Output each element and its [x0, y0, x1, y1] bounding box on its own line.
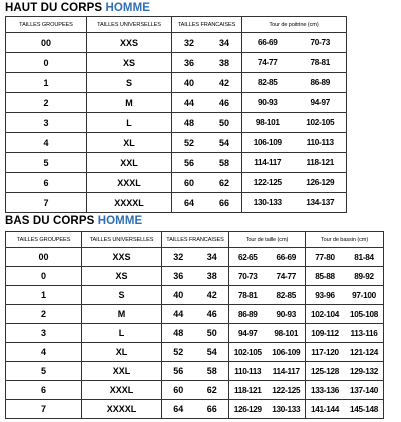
chest-cell-pair — [242, 38, 346, 47]
hip-cell-value-a: 125-128 — [311, 366, 339, 376]
table-row — [6, 400, 384, 419]
hip-cell — [306, 286, 384, 305]
french-size-cell-value-b: 34 — [218, 37, 229, 48]
universal-size-cell: XXXXL — [87, 193, 172, 213]
universal-size-cell: S — [87, 73, 172, 93]
french-size-cell-pair — [162, 366, 228, 376]
chest-cell-pair — [242, 138, 346, 147]
french-size-cell-pair — [162, 385, 228, 395]
hip-cell-value-b: 89-92 — [354, 271, 374, 281]
hip-cell-value-b: 129-132 — [350, 366, 378, 376]
hip-cell-pair — [306, 386, 383, 395]
chest-cell-pair — [242, 158, 346, 167]
chest-cell — [242, 93, 347, 113]
waist-cell-pair — [229, 348, 305, 357]
chest-cell-value-b: 126-129 — [306, 178, 335, 187]
french-size-cell — [162, 305, 229, 324]
waist-cell-value-b: 114-117 — [272, 366, 300, 376]
french-size-cell — [162, 248, 229, 267]
french-size-cell-pair — [162, 328, 228, 338]
waist-cell-value-a: 118-121 — [234, 385, 262, 395]
waist-cell — [229, 324, 306, 343]
french-size-cell-value-b: 62 — [206, 385, 217, 395]
french-size-cell-value-a: 36 — [183, 57, 194, 68]
hip-cell-value-a: 133-136 — [311, 385, 339, 395]
chest-cell — [242, 133, 347, 153]
french-size-cell-value-b: 50 — [218, 117, 229, 128]
table-row — [6, 305, 384, 324]
waist-cell-value-a: 126-129 — [233, 404, 262, 414]
group-size-cell: 3 — [6, 113, 87, 133]
hip-cell — [306, 400, 384, 419]
waist-cell-value-a: 78-81 — [238, 290, 258, 300]
french-size-cell — [162, 362, 229, 381]
french-size-cell-value-a: 56 — [183, 157, 194, 168]
waist-cell-value-a: 62-65 — [238, 252, 258, 262]
group-size-cell: 7 — [6, 400, 82, 419]
waist-cell-value-b: 74-77 — [276, 271, 296, 281]
waist-cell-pair — [229, 310, 305, 319]
table-row — [6, 267, 384, 286]
waist-cell — [229, 381, 306, 400]
header-tailles-francaises: TAILLES FRANCAISES — [162, 232, 229, 248]
french-size-cell-value-b: 58 — [218, 157, 229, 168]
table-row — [6, 362, 384, 381]
french-size-cell — [172, 93, 242, 113]
hip-cell-value-b: 137-140 — [350, 385, 378, 395]
chest-cell — [242, 33, 347, 53]
french-size-cell-pair — [172, 138, 241, 148]
chest-cell-value-b: 70-73 — [310, 38, 330, 47]
waist-cell-pair — [229, 405, 305, 414]
universal-size-cell: XL — [87, 133, 172, 153]
waist-cell-value-a: 94-97 — [238, 328, 258, 338]
universal-size-cell: XL — [82, 343, 162, 362]
chest-cell-value-a: 114-117 — [254, 158, 282, 167]
french-size-cell-pair — [162, 252, 228, 262]
french-size-cell-value-a: 44 — [173, 309, 184, 319]
french-size-cell — [162, 381, 229, 400]
table-row — [6, 248, 384, 267]
chest-cell-value-b: 102-105 — [306, 118, 335, 127]
group-size-cell: 5 — [6, 362, 82, 381]
header-tailles-groupees: TAILLES GROUPEES — [6, 232, 82, 248]
french-size-cell-value-a: 48 — [173, 328, 184, 338]
waist-cell — [229, 400, 306, 419]
chest-cell-value-a: 74-77 — [258, 58, 278, 67]
chest-cell-value-a: 82-85 — [258, 78, 278, 87]
chest-cell-value-a: 130-133 — [253, 198, 282, 207]
french-size-cell-pair — [162, 271, 228, 281]
waist-cell-pair — [229, 272, 305, 281]
header-tour-de-taille: Tour de taille (cm) — [229, 232, 306, 248]
group-size-cell: 7 — [6, 193, 87, 213]
french-size-cell-pair — [172, 38, 241, 48]
bottom-title-accent: HOMME — [97, 215, 143, 227]
hip-cell — [306, 381, 384, 400]
french-size-cell-pair — [162, 309, 228, 319]
waist-cell-value-a: 70-73 — [238, 271, 258, 281]
chest-cell-pair — [242, 98, 346, 107]
group-size-cell: 6 — [6, 381, 82, 400]
french-size-cell-pair — [162, 347, 228, 357]
chest-cell — [242, 73, 347, 93]
french-size-cell-value-b: 42 — [218, 77, 229, 88]
waist-cell-value-b: 122-125 — [272, 385, 301, 395]
table-row — [6, 286, 384, 305]
waist-cell-value-a: 110-113 — [234, 366, 262, 376]
table-row — [6, 93, 347, 113]
hip-cell — [306, 305, 384, 324]
chest-cell-pair — [242, 178, 346, 187]
top-size-table — [5, 16, 347, 213]
hip-cell-pair — [306, 367, 383, 376]
table-row — [6, 381, 384, 400]
waist-cell — [229, 248, 306, 267]
group-size-cell: 1 — [6, 73, 87, 93]
waist-cell-pair — [229, 291, 305, 300]
hip-cell-value-b: 121-124 — [350, 347, 378, 357]
french-size-cell-pair — [172, 198, 241, 208]
universal-size-cell: XXXL — [82, 381, 162, 400]
hip-cell — [306, 267, 384, 286]
top-section-title — [5, 2, 150, 14]
french-size-cell-value-b: 62 — [218, 177, 229, 188]
french-size-cell — [172, 33, 242, 53]
table-row — [6, 33, 347, 53]
french-size-cell — [172, 53, 242, 73]
french-size-cell-pair — [172, 158, 241, 168]
french-size-cell-value-a: 56 — [173, 366, 184, 376]
french-size-cell-pair — [172, 78, 241, 88]
french-size-cell-value-a: 60 — [173, 385, 184, 395]
group-size-cell: 1 — [6, 286, 82, 305]
chest-cell-value-b: 118-121 — [306, 158, 334, 167]
bottom-size-table — [5, 231, 384, 419]
table-row — [6, 193, 347, 213]
hip-cell-value-b: 97-100 — [352, 290, 376, 300]
chest-cell-value-b: 78-81 — [310, 58, 330, 67]
french-size-cell — [172, 113, 242, 133]
bottom-title-main: BAS DU CORPS — [5, 215, 95, 227]
chest-cell — [242, 153, 347, 173]
french-size-cell-pair — [172, 178, 241, 188]
chest-cell-value-a: 106-109 — [253, 138, 282, 147]
waist-cell — [229, 267, 306, 286]
waist-cell-pair — [229, 253, 305, 262]
universal-size-cell: XXS — [87, 33, 172, 53]
french-size-cell-pair — [162, 290, 228, 300]
chest-cell-value-a: 122-125 — [253, 178, 282, 187]
chest-cell-pair — [242, 198, 346, 207]
french-size-cell-value-a: 64 — [173, 404, 184, 414]
hip-cell — [306, 343, 384, 362]
chest-cell-value-b: 94-97 — [310, 98, 330, 107]
top-title-accent: HOMME — [105, 2, 151, 14]
waist-cell-pair — [229, 329, 305, 338]
french-size-cell-value-b: 50 — [206, 328, 217, 338]
chest-cell-value-a: 90-93 — [258, 98, 278, 107]
table-row — [6, 53, 347, 73]
universal-size-cell: XXXL — [87, 173, 172, 193]
table-row — [6, 324, 384, 343]
table-row — [6, 173, 347, 193]
universal-size-cell: XXL — [87, 153, 172, 173]
group-size-cell: 2 — [6, 93, 87, 113]
waist-cell-value-b: 66-69 — [276, 252, 296, 262]
french-size-cell — [172, 173, 242, 193]
french-size-cell-value-a: 36 — [173, 271, 184, 281]
bottom-section-title — [5, 215, 142, 227]
group-size-cell: 4 — [6, 343, 82, 362]
hip-cell — [306, 362, 384, 381]
header-tailles-groupees: TAILLES GROUPEES — [6, 17, 87, 33]
chest-cell — [242, 53, 347, 73]
header-tailles-universelles: TAILLES UNIVERSELLES — [82, 232, 162, 248]
universal-size-cell: S — [82, 286, 162, 305]
chest-cell-pair — [242, 78, 346, 87]
french-size-cell — [172, 73, 242, 93]
table-row — [6, 343, 384, 362]
waist-cell — [229, 362, 306, 381]
chest-cell-pair — [242, 58, 346, 67]
hip-cell-value-b: 81-84 — [354, 252, 374, 262]
french-size-cell — [162, 267, 229, 286]
hip-cell-value-a: 93-96 — [315, 290, 335, 300]
french-size-cell-pair — [172, 58, 241, 68]
chest-cell-value-a: 66-69 — [258, 38, 278, 47]
hip-cell — [306, 324, 384, 343]
french-size-cell-pair — [162, 404, 228, 414]
hip-cell-value-a: 102-104 — [311, 309, 339, 319]
group-size-cell: 5 — [6, 153, 87, 173]
chest-cell-value-a: 98-101 — [255, 118, 280, 127]
chest-cell — [242, 173, 347, 193]
french-size-cell — [162, 286, 229, 305]
french-size-cell-value-b: 42 — [206, 290, 217, 300]
header-tour-de-poitrine: Tour de poitrine (cm) — [242, 17, 347, 33]
hip-cell-value-b: 105-108 — [350, 309, 378, 319]
waist-cell-value-a: 86-89 — [238, 309, 258, 319]
hip-cell-value-a: 77-80 — [315, 252, 335, 262]
french-size-cell — [162, 400, 229, 419]
french-size-cell-value-b: 46 — [206, 309, 217, 319]
chest-cell — [242, 193, 347, 213]
french-size-cell-value-b: 34 — [206, 252, 217, 262]
french-size-cell-value-a: 64 — [183, 197, 194, 208]
table-header-row — [6, 17, 347, 33]
hip-cell-pair — [306, 310, 383, 319]
waist-cell-value-b: 82-85 — [276, 290, 296, 300]
universal-size-cell: L — [87, 113, 172, 133]
waist-cell — [229, 305, 306, 324]
header-tour-de-bassin: Tour de bassin (cm) — [306, 232, 384, 248]
waist-cell — [229, 286, 306, 305]
french-size-cell-value-b: 66 — [218, 197, 229, 208]
french-size-cell-value-a: 40 — [173, 290, 184, 300]
table-row — [6, 133, 347, 153]
french-size-cell-value-b: 66 — [206, 404, 217, 414]
group-size-cell: 0 — [6, 53, 87, 73]
chest-cell-value-b: 86-89 — [310, 78, 330, 87]
hip-cell-value-a: 109-112 — [311, 328, 339, 338]
french-size-cell — [172, 193, 242, 213]
french-size-cell-value-a: 60 — [183, 177, 194, 188]
group-size-cell: 4 — [6, 133, 87, 153]
french-size-cell-value-a: 32 — [183, 37, 194, 48]
top-title-main: HAUT DU CORPS — [5, 2, 103, 14]
hip-cell-pair — [306, 253, 383, 262]
chest-cell-pair — [242, 118, 346, 127]
group-size-cell: 00 — [6, 33, 87, 53]
header-tailles-universelles: TAILLES UNIVERSELLES — [87, 17, 172, 33]
group-size-cell: 6 — [6, 173, 87, 193]
hip-cell-pair — [306, 348, 383, 357]
french-size-cell-value-b: 54 — [206, 347, 217, 357]
hip-cell-pair — [306, 329, 383, 338]
hip-cell-value-b: 145-148 — [350, 404, 378, 414]
hip-cell-pair — [306, 291, 383, 300]
universal-size-cell: M — [82, 305, 162, 324]
waist-cell-pair — [229, 367, 305, 376]
waist-cell-value-a: 102-105 — [233, 347, 262, 357]
waist-cell-pair — [229, 386, 305, 395]
french-size-cell-pair — [172, 118, 241, 128]
universal-size-cell: M — [87, 93, 172, 113]
hip-cell-value-b: 113-116 — [350, 328, 378, 338]
chest-cell-value-b: 110-113 — [306, 138, 334, 147]
french-size-cell-value-a: 40 — [183, 77, 194, 88]
universal-size-cell: XS — [87, 53, 172, 73]
chest-cell — [242, 113, 347, 133]
french-size-cell-value-b: 58 — [206, 366, 217, 376]
french-size-cell-value-a: 44 — [183, 97, 194, 108]
group-size-cell: 0 — [6, 267, 82, 286]
universal-size-cell: L — [82, 324, 162, 343]
table-row — [6, 113, 347, 133]
group-size-cell: 2 — [6, 305, 82, 324]
universal-size-cell: XXS — [82, 248, 162, 267]
french-size-cell — [162, 343, 229, 362]
waist-cell-value-b: 130-133 — [272, 404, 301, 414]
french-size-cell-value-b: 38 — [218, 57, 229, 68]
universal-size-cell: XXL — [82, 362, 162, 381]
group-size-cell: 00 — [6, 248, 82, 267]
hip-cell-value-a: 141-144 — [311, 404, 339, 414]
table-row — [6, 73, 347, 93]
table-header-row — [6, 232, 384, 248]
french-size-cell-value-a: 32 — [173, 252, 184, 262]
hip-cell-pair — [306, 272, 383, 281]
french-size-cell — [162, 324, 229, 343]
french-size-cell-value-b: 54 — [218, 137, 229, 148]
hip-cell — [306, 248, 384, 267]
universal-size-cell: XS — [82, 267, 162, 286]
french-size-cell-value-b: 38 — [206, 271, 217, 281]
waist-cell-value-b: 90-93 — [276, 309, 296, 319]
chest-cell-value-b: 134-137 — [306, 198, 335, 207]
french-size-cell — [172, 133, 242, 153]
french-size-cell-value-a: 52 — [183, 137, 194, 148]
hip-cell-pair — [306, 405, 383, 414]
universal-size-cell: XXXXL — [82, 400, 162, 419]
french-size-cell — [172, 153, 242, 173]
hip-cell-value-a: 85-88 — [315, 271, 335, 281]
french-size-cell-value-b: 46 — [218, 97, 229, 108]
french-size-cell-value-a: 52 — [173, 347, 184, 357]
header-tailles-francaises: TAILLES FRANCAISES — [172, 17, 242, 33]
group-size-cell: 3 — [6, 324, 82, 343]
hip-cell-value-a: 117-120 — [311, 347, 339, 357]
waist-cell-value-b: 106-109 — [272, 347, 301, 357]
waist-cell-value-b: 98-101 — [274, 328, 299, 338]
table-row — [6, 153, 347, 173]
waist-cell — [229, 343, 306, 362]
french-size-cell-value-a: 48 — [183, 117, 194, 128]
french-size-cell-pair — [172, 98, 241, 108]
